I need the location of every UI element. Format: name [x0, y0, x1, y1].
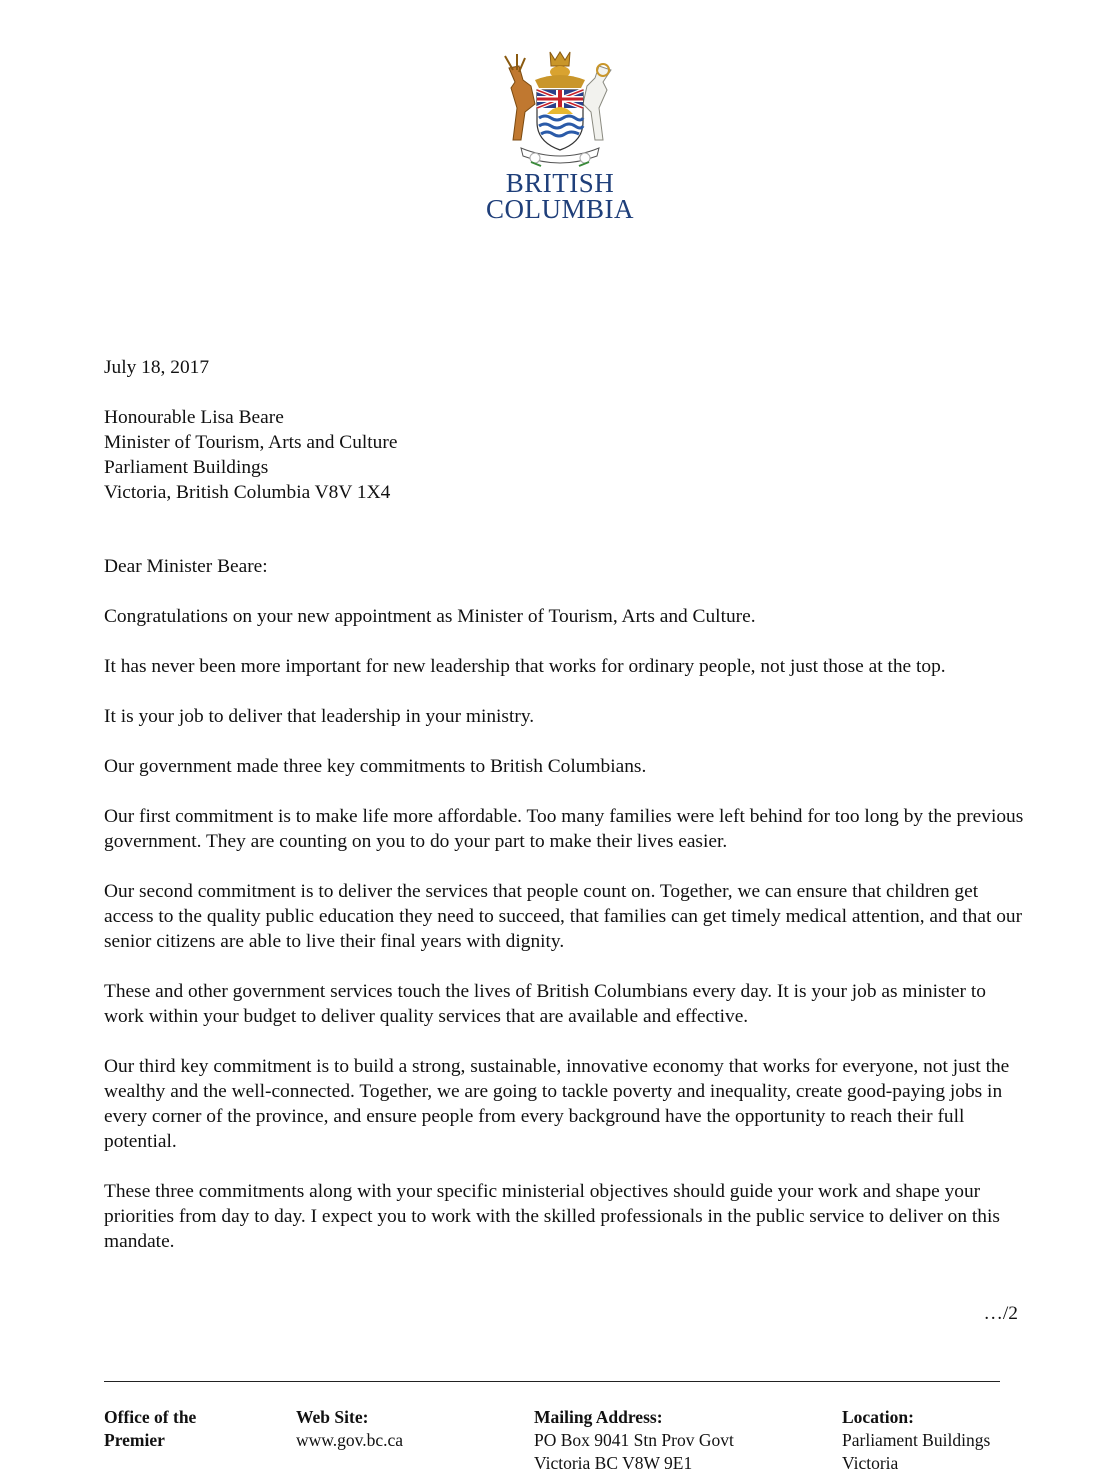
- logo-wordmark: [478, 170, 642, 222]
- salutation: Dear Minister Beare:: [104, 556, 268, 577]
- recipient-line: Parliament Buildings: [104, 457, 269, 478]
- paragraph: These three commitments along with your specific ministerial objectives should guide your work and shape your priorities from day to day. I expect you to work with the skilled professionals in the public service to deliver on this mandate.: [104, 1181, 1000, 1252]
- paragraph: Congratulations on your new appointment as Minister of Tourism, Arts and Culture.: [104, 606, 756, 627]
- footer-office-line-2: Premier: [104, 1430, 165, 1450]
- recipient-line: Honourable Lisa Beare: [104, 407, 284, 428]
- logo-line-1: BRITISH: [505, 168, 615, 198]
- footer-website-label: Web Site:: [296, 1407, 369, 1427]
- recipient-address: [104, 405, 1024, 505]
- footer-location: [842, 1406, 1042, 1475]
- footer-location-line-1: Parliament Buildings: [842, 1430, 991, 1450]
- footer-office: [104, 1406, 274, 1452]
- recipient-line: Minister of Tourism, Arts and Culture: [104, 432, 398, 453]
- paragraph: These and other government services touch the lives of British Columbians every day. It is your job as minister to work within your budget to deliver quality services that are available and effective.: [104, 981, 986, 1027]
- recipient-line: Victoria, British Columbia V8V 1X4: [104, 482, 391, 503]
- letter-date: July 18, 2017: [104, 357, 210, 378]
- footer-office-line-1: Office of the: [104, 1407, 197, 1427]
- footer-mailing-address: [534, 1406, 814, 1475]
- footer-mailing-line-1: PO Box 9041 Stn Prov Govt: [534, 1430, 734, 1450]
- bc-coat-of-arms-icon: [495, 48, 625, 168]
- footer-location-line-2: Victoria: [842, 1453, 899, 1473]
- footer-mailing-line-2: Victoria BC V8W 9E1: [534, 1453, 693, 1473]
- paragraph: Our second commitment is to deliver the services that people count on. Together, we can ensure that children get access to the quality public education they need to succeed, that families can get timely medical attention, and that our senior citizens are able to live their final years with dignity.: [104, 881, 1023, 952]
- paragraph: Our government made three key commitments to British Columbians.: [104, 756, 647, 777]
- letterhead-logo: [478, 48, 642, 238]
- paragraph: It is your job to deliver that leadership in your ministry.: [104, 706, 535, 727]
- footer-divider: [104, 1381, 1000, 1382]
- page-continuation: …/2: [983, 1303, 1018, 1324]
- letter-body: [104, 355, 1024, 1279]
- footer-mailing-label: Mailing Address:: [534, 1407, 663, 1427]
- paragraph: Our third key commitment is to build a strong, sustainable, innovative economy that works for everyone, not just the wealthy and the well-connected. Together, we are going to tackle poverty and inequality, create good-paying jobs in every corner of the province, and ensure people from every background have the opportunity to reach their full potential.: [104, 1056, 1010, 1152]
- footer-location-label: Location:: [842, 1407, 914, 1427]
- paragraph: Our first commitment is to make life more affordable. Too many families were left behind for too long by the previous government. They are counting on you to do your part to make their lives easier.: [104, 806, 1024, 852]
- paragraph: It has never been more important for new leadership that works for ordinary people, not just those at the top.: [104, 656, 946, 677]
- footer-website-link[interactable]: www.gov.bc.ca: [296, 1430, 404, 1450]
- logo-line-2: COLUMBIA: [485, 194, 634, 224]
- footer-website: [296, 1406, 496, 1452]
